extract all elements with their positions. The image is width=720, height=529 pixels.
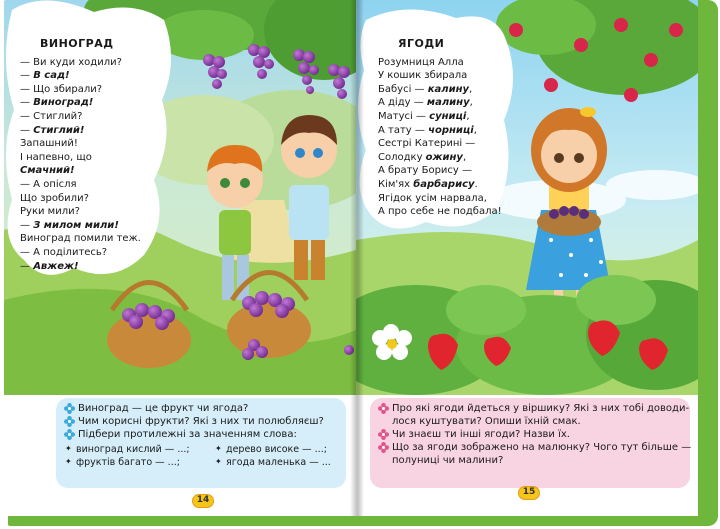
poem-line: — Ви куди ходили? — [20, 56, 122, 68]
page-number: 15 — [518, 486, 540, 500]
poem-line: А тату — чорниці, — [378, 124, 477, 136]
antonym-item: ✦ дерево високе — ...; — [215, 444, 327, 455]
poem-line: Ягідок усім нарвала, — [378, 192, 487, 204]
poem-line: — Що збирали? — [20, 83, 103, 95]
question-text: Підбери протилежні за значенням слова: — [78, 429, 297, 440]
flower-bullet-icon — [64, 403, 75, 414]
poem-line: Смачний! — [20, 165, 75, 177]
question-text-continued: лося куштувати? Опиши їхній смак. — [392, 416, 581, 427]
poem-line: — В сад! — [20, 70, 70, 82]
poem-line: — Авжеж! — [20, 260, 79, 272]
flower-bullet-icon — [378, 442, 389, 453]
poem-line: Солодку ожину, — [378, 151, 467, 163]
poem-line: Розумниця Алла — [378, 56, 464, 68]
poem-line: У кошик збирала — [378, 70, 468, 82]
poem-line: А про себе не подбала! — [378, 206, 502, 218]
poem-line: А брату Борису — — [378, 165, 473, 177]
page-number: 14 — [192, 494, 214, 508]
star-bullet-icon: ✦ — [215, 444, 222, 453]
poem-line: — Стиглий? — [20, 110, 83, 122]
question-item — [64, 428, 338, 441]
question-item — [378, 428, 682, 441]
question-text: Виноград — це фрукт чи ягода? — [78, 403, 249, 414]
poem-line: Що зробили? — [20, 192, 89, 204]
poem-line: — А поділитесь? — [20, 246, 108, 258]
poem-line: Сестрі Катерині — — [378, 138, 476, 150]
flower-bullet-icon — [378, 429, 389, 440]
question-item — [64, 402, 338, 415]
grape-poem — [20, 37, 141, 273]
question-item — [378, 441, 692, 454]
poem-line: А діду — малину, — [378, 97, 473, 109]
poem-line: Кім'ях барбарису. — [378, 178, 478, 190]
antonym-item: ✦ ягода маленька — ... — [215, 457, 331, 468]
poem-line: — Виноград! — [20, 97, 94, 109]
berries-poem — [378, 37, 502, 219]
antonym-item: ✦ виноград кислий — ...; — [65, 444, 190, 455]
poem-line: Запашний! — [20, 138, 78, 150]
question-text: Що за ягоди зображено на малюнку? Чого тут більше — — [392, 442, 692, 453]
poem-title: ЯГОДИ — [398, 37, 445, 50]
poem-line: Матусі — суниці, — [378, 110, 470, 122]
star-bullet-icon: ✦ — [65, 444, 72, 453]
right-page — [356, 0, 698, 516]
poem-line: Бабусі — калину, — [378, 83, 473, 95]
poem-line: — З милом мили! — [20, 219, 119, 231]
antonym-list — [64, 443, 338, 469]
poem-line: — Стиглий! — [20, 124, 85, 136]
poem-line: І напевно, що — [20, 151, 92, 163]
questions-panel — [370, 398, 690, 488]
question-item — [64, 415, 338, 428]
left-page — [4, 0, 356, 516]
star-bullet-icon: ✦ — [65, 457, 72, 466]
question-text: Про які ягоди йдеться у віршику? Які з них тобі доводи- — [392, 403, 690, 414]
antonym-item: ✦ фруктів багато — ...; — [65, 457, 180, 468]
star-bullet-icon: ✦ — [215, 457, 222, 466]
questions-panel — [56, 398, 346, 488]
poem-line: Руки мили? — [20, 206, 80, 218]
poem-line: — А опісля — [20, 178, 77, 190]
question-item — [378, 402, 690, 415]
question-text-continued: полуниці чи малини? — [392, 455, 504, 466]
poem-line: Виноград помили теж. — [20, 233, 141, 245]
question-text: Чим корисні фрукти? Які з них ти полюбляєш? — [78, 416, 324, 427]
flower-bullet-icon — [378, 403, 389, 414]
flower-bullet-icon — [64, 429, 75, 440]
flower-bullet-icon — [64, 416, 75, 427]
poem-title: ВИНОГРАД — [40, 37, 114, 50]
question-text: Чи знаєш ти інші ягоди? Назви їх. — [392, 429, 570, 440]
